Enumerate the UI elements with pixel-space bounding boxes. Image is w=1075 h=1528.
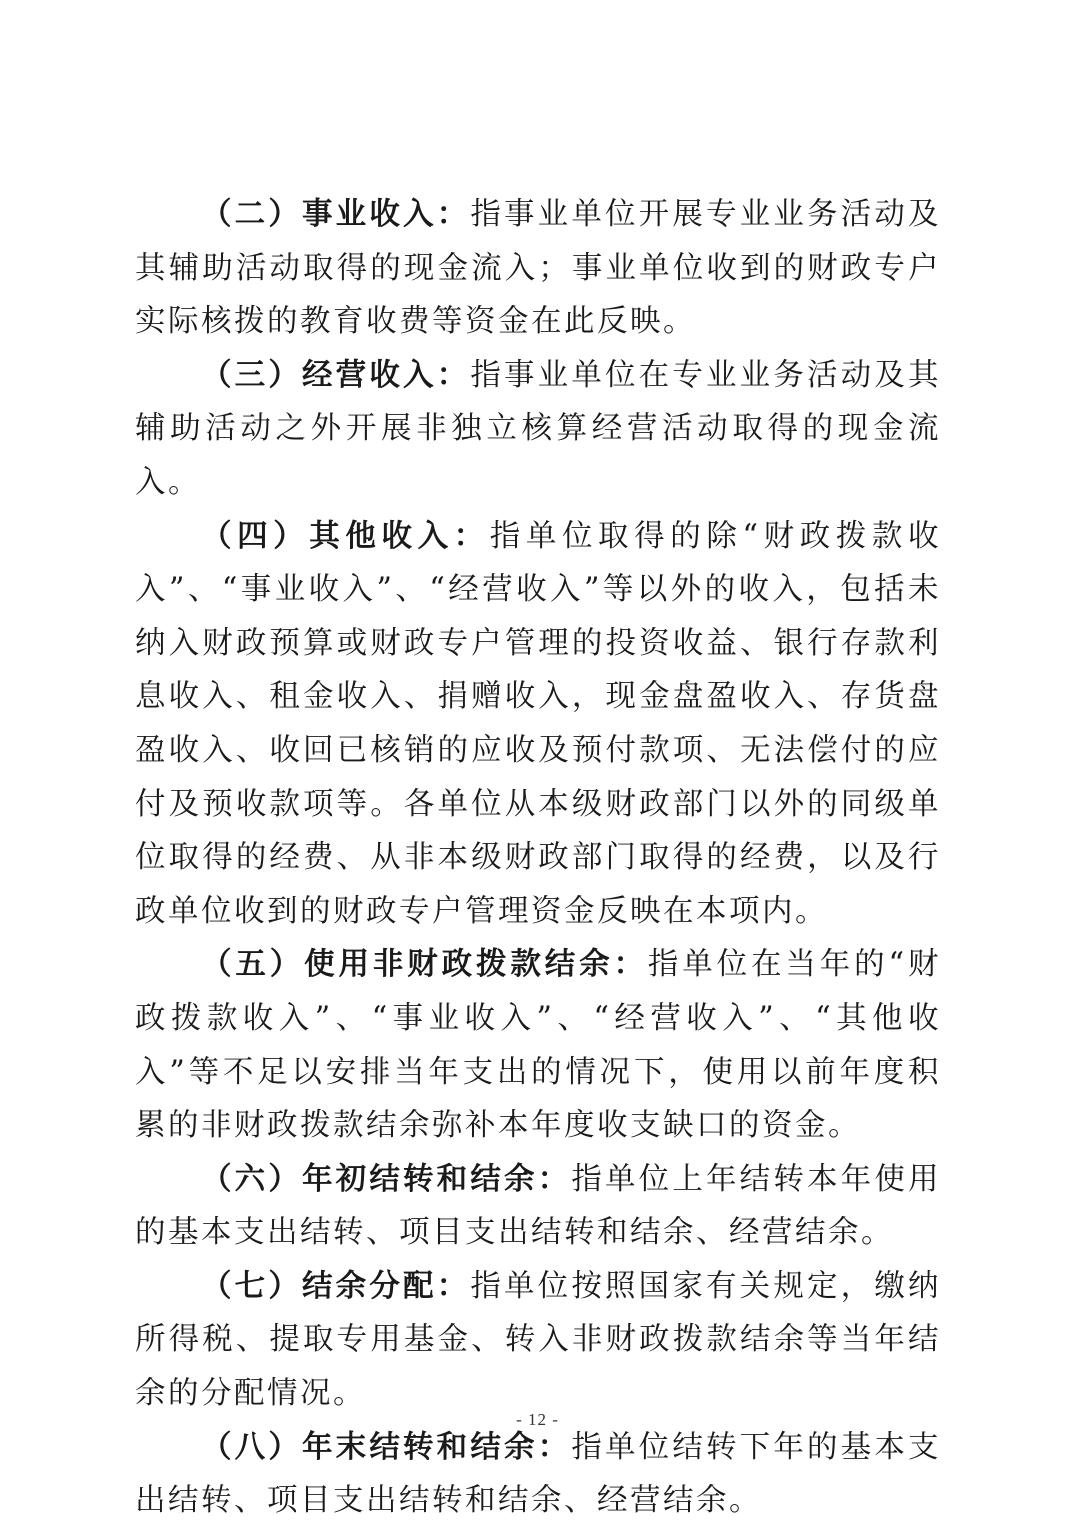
paragraph-term: （四）其他收入： <box>201 517 490 554</box>
paragraph-other-income <box>135 510 941 939</box>
paragraph-surplus-distribution <box>135 1260 941 1421</box>
paragraph-term: （三）经营收入： <box>201 356 471 393</box>
paragraph-non-fiscal-surplus <box>135 938 941 1152</box>
paragraph-opening-carryover <box>135 1153 941 1260</box>
page-number: - 12 - <box>516 1410 559 1429</box>
paragraph-text: 指单位上年结转本年使用的基本支出结转、项目支出结转和结余、经营结余。 <box>135 1161 942 1251</box>
paragraph-text: 指单位在当年的“财政拨款收入”、“事业收入”、“经营收入”、“其他收入”等不足以安排当年支出的情况下，使用以前年度积累的非财政拨款结余弥补本年度收支缺口的资金。 <box>135 947 942 1144</box>
paragraph-text: 指单位结转下年的基本支出结转、项目支出结转和结余、经营结余。 <box>135 1429 942 1519</box>
paragraph-text: 指事业单位在专业业务活动及其辅助活动之外开展非独立核算经营活动取得的现金流入。 <box>135 357 942 500</box>
paragraph-operating-income <box>135 349 941 510</box>
paragraph-text: 指单位取得的除“财政拨款收入”、“事业收入”、“经营收入”等以外的收入，包括未纳入财政预算或财政专户管理的投资收益、银行存款利息收入、租金收入、捐赠收入，现金盘盈收入、存货盘盈收入、收回已核销的应收及预付款项、无法偿付的应付及预收款项等。各单位从本级财政部门以外的同级单位取得的经费、从非本级财政部门取得的经费，以及行政单位收到的财政专户管理资金反映在本项内。 <box>135 518 942 929</box>
paragraph-text: 指事业单位开展专业业务活动及其辅助活动取得的现金流入；事业单位收到的财政专户实际核拨的教育收费等资金在此反映。 <box>135 197 942 340</box>
paragraph-text: 指单位按照国家有关规定，缴纳所得税、提取专用基金、转入非财政拨款结余等当年结余的分配情况。 <box>135 1268 942 1412</box>
paragraph-term: （八）年末结转和结余： <box>201 1428 572 1465</box>
paragraph-term: （七）结余分配： <box>201 1267 471 1304</box>
body-text <box>135 188 941 1528</box>
paragraph-closing-carryover <box>135 1421 941 1528</box>
paragraph-term: （五）使用非财政拨款结余： <box>201 946 648 983</box>
paragraph-term: （二）事业收入： <box>201 196 471 232</box>
paragraph-term: （六）年初结转和结余： <box>201 1160 572 1197</box>
paragraph-business-income <box>135 188 941 349</box>
